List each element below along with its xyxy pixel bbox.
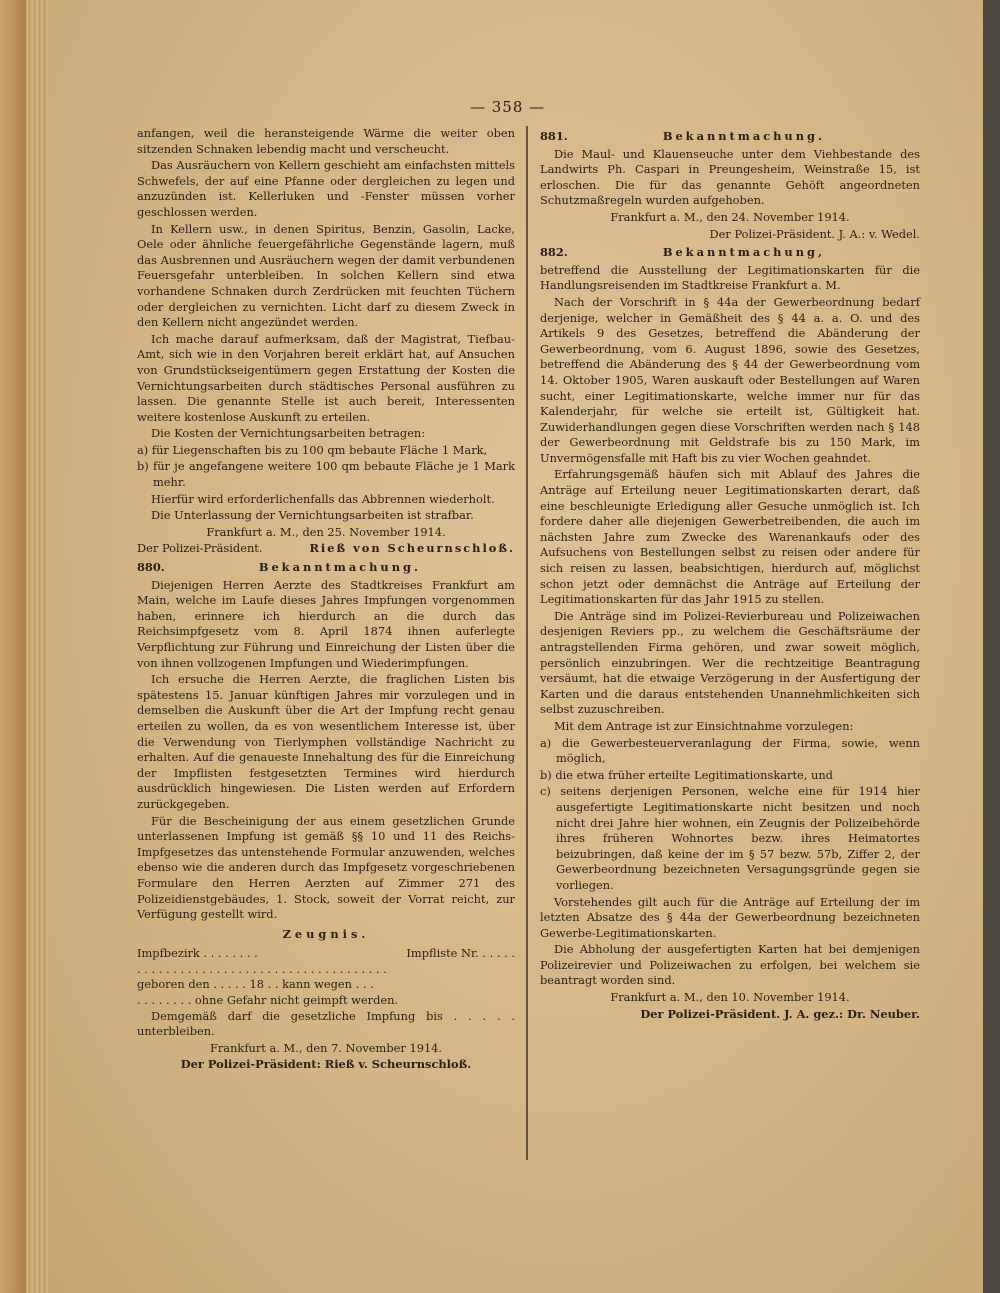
paragraph: Demgemäß darf die gesetzliche Impfung bis . . . . . unterbleiben. [137, 1008, 515, 1039]
paragraph: Nach der Vorschrift in § 44a der Gewerbeordnung bedarf derjenige, welcher in Gemäßheit des § 44 a. a. O. und des Artikels 9 des Gesetzes, betreffend die Abänderung der Gewerbeordnung, vom 6. August 1896, sowie des Gesetzes, betreffend die Abänderung des § 44 der Gewerbeordnung vom 14. Oktober 1905, Waren auskauft oder Bestellungen auf Waren sucht, einer Legitimationskarte, welche immer nur für das Kalenderjahr, für welche sie erteilt ist, Gültigkeit hat. Zuwiderhandlungen gegen diese Vorschriften werden nach § 148 der Gewerbeordnung mit Geldstrafe bis zu 150 Mark, im Unvermögensfalle mit Haft bis zu vier Wochen geahndet. [540, 294, 920, 465]
paragraph: Das Ausräuchern von Kellern geschieht am einfachsten mittels Schwefels, der auf eine Pfanne oder dergleichen zu legen und anzuzünden ist. Kellerluken und -Fenster müssen vorher geschlossen werden. [137, 158, 515, 219]
date-line: Frankfurt a. M., den 25. November 1914. [206, 524, 446, 539]
signature-line: Der Polizei-Präsident. J. A.: v. Wedel. [709, 226, 920, 241]
paragraph: Ich ersuche die Herren Aerzte, die fraglichen Listen bis spätestens 15. Januar künftigen Jahres mir vorzulegen und in demselben die Auskunft über die Art der Impfung recht genau erteilen zu wollen, da es von wesentlichem Interesse ist, über die Verwendung von Tierlymphen vollständige Nachricht zu erhalten. Auf die genaueste Innehaltung des für die Einreichung der Impflisten festgesetzten Termines wird hierdurch ausdrücklich hingewiesen. Die Listen werden auf Erfordern zurückgegeben. [137, 672, 515, 811]
paragraph: Vorstehendes gilt auch für die Anträge auf Erteilung der im letzten Absatze des § 44a der Gewerbeordnung bezeichneten Gewerbe-Legitimationskarten. [540, 894, 920, 940]
right-column [540, 126, 920, 1023]
section-number: 882. [540, 245, 568, 260]
paragraph: Die Maul- und Klauenseuche unter dem Viehbestande des Landwirts Ph. Caspari in Preungesheim, Weinstraße 15, ist erloschen. Die für das genannte Gehöft angeordneten Schutzmaßregeln wurden aufgehoben. [540, 146, 920, 208]
section-number: 881. [540, 129, 568, 143]
paragraph: Erfahrungsgemäß häufen sich mit Ablauf des Jahres die Anträge auf Erteilung neuer Legitimationskarten derart, daß eine beschleunigte Erledigung aller Gesuche unmöglich ist. Ich fordere daher alle diejenigen Gewerbetreibenden, die auch im nächsten Jahre zum Zwecke des Warenankaufs oder des Aufsuchens von Bestellungen selbst zu reisen oder andere für sich reisen zu lassen, beabsichtigen, hierdurch auf, möglichst schon jetzt oder demnächst die Anträge auf Erteilung der Legitimationskarten für das Jahr 1915 zu stellen. [540, 467, 920, 607]
list-item: b) für je angefangene weitere 100 qm bebaute Fläche je 1 Mark mehr. [137, 459, 515, 490]
paragraph: Ich mache darauf aufmerksam, daß der Magistrat, Tiefbau-Amt, sich wie in den Vorjahren bereit erklärt hat, auf Ansuchen von Grundstückseigentümern gegen Erstattung der Kosten die Vernichtungsarbeiten durch städtisches Personal ausführen zu lassen. Die genannte Stelle ist auch bereit, Interessenten weitere kostenlose Auskunft zu erteilen. [137, 331, 515, 424]
paragraph: Die Kosten der Vernichtungsarbeiten betragen: [151, 426, 426, 441]
paragraph: Die Abholung der ausgefertigten Karten hat bei demjenigen Polizeirevier und Polizeiwachen zu erfolgen, bei welchem sie beantragt worden sind. [540, 942, 920, 988]
signature-title: Der Polizei-Präsident. [137, 541, 263, 556]
signature-line [137, 541, 515, 557]
form-line [137, 977, 515, 993]
paragraph: anfangen, weil die heransteigende Wärme die weiter oben sitzenden Schnaken lebendig macht und verscheucht. [137, 126, 515, 156]
paragraph: Die Anträge sind im Polizei-Revierbureau und Polizeiwachen desjenigen Reviers pp., zu welchem die Geschäftsräume der antragstellenden Firma gehören, und zwar soweit möglich, persönlich einzubringen. Wer die rechtzeitige Beantragung versäumt, hat die etwaige Verzögerung in der Ausfertigung der Karten und die daraus entstehenden Unannehmlichkeiten sich selbst zuzuschreiben. [540, 608, 920, 717]
list-item: a) für Liegenschaften bis zu 100 qm bebaute Fläche 1 Mark, [137, 442, 488, 457]
page-number: — 358 — [470, 98, 546, 116]
paragraph: Für die Bescheinigung der aus einem gesetzlichen Grunde unterlassenen Impfung ist gemäß §§ 10 und 11 des Reichs-Impfgesetzes das untenstehende Formular anzuwenden, welches ebenso wie die anderen durch das Impfgesetz vorgeschriebenen Formulare den Herren Aerzten auf Zimmer 271 des Polizeidienstgebäudes, 1. Stock, soweit der Vorrat reicht, zur Verfügung gestellt wird. [137, 813, 515, 922]
list-item: c) seitens derjenigen Personen, welche eine für 1914 hier ausgefertigte Legitimationskarte nicht besitzen und noch nicht drei Jahre hier wohnen, ein Zeugnis der Polizeibehörde ihres früheren Wohnortes bezw. ihres Heimatortes beizubringen, daß keine der im § 57 bezw. 57b, Ziffer 2, der Gewerbeordnung bezeichneten Versagungsgründe gegen sie vorliegen. [540, 784, 920, 892]
left-column [137, 126, 515, 1074]
date-line: Frankfurt a. M., den 7. November 1914. [209, 1040, 443, 1055]
column-divider [526, 126, 528, 1160]
form-field-label: Impfliste Nr. . . . . . [406, 946, 515, 961]
section-number: 880. [137, 560, 165, 575]
section-header-882 [540, 245, 920, 261]
section-header-880 [137, 560, 515, 576]
subtitle: betreffend die Ausstellung der Legitimationskarten für die Handlungsreisenden im Stadtkreise Frankfurt a. M. [540, 262, 920, 293]
paragraph: Mit dem Antrage ist zur Einsichtnahme vorzulegen: [554, 718, 854, 733]
signature-name: Rieß von Scheurnschloß. [309, 541, 515, 556]
list-item: a) die Gewerbesteuerveranlagung der Firma, sowie, wenn möglich, [540, 735, 920, 766]
form-line [137, 946, 515, 962]
section-header-881 [540, 129, 920, 145]
paragraph: Die Unterlassung der Vernichtungsarbeiten ist strafbar. [151, 508, 474, 523]
signature-line: Der Polizei-Präsident. J. A. gez.: Dr. Neuber. [640, 1006, 920, 1021]
form-field-label: Impfbezirk . . . . . . . . [137, 946, 258, 961]
section-title: Bekanntmachung. [662, 129, 825, 143]
form-title: Zeugnis. [282, 926, 370, 941]
date-line: Frankfurt a. M., den 10. November 1914. [610, 990, 850, 1005]
paragraph: Diejenigen Herren Aerzte des Stadtkreises Frankfurt am Main, welche im Laufe dieses Jahres Impfungen vorgenommen haben, erinnere ich hierdurch an die durch das Reichsimpfgesetz vom 8. April 1874 ihnen auferlegte Verpflichtung zur Führung und Einreichung der Listen über die von ihnen vollzogenen Impfungen und Wiederimpfungen. [137, 577, 515, 670]
form-dots: . . . . . . . . . . . . . . . . . . . . . . . . . . . . . . . . . . . [137, 961, 387, 976]
background-edge [983, 0, 1000, 1293]
form-line [137, 993, 515, 1009]
section-title: Bekanntmachung, [662, 245, 825, 260]
form-field-label: geboren den . . . . . 18 . . kann wegen . . . [137, 977, 374, 992]
list-item: b) die etwa früher erteilte Legitimationskarte, und [540, 767, 833, 782]
paragraph: In Kellern usw., in denen Spiritus, Benzin, Gasolin, Lacke, Oele oder ähnliche feuergefährliche Gegenstände lagern, muß das Ausbrennen und Ausräuchern wegen der damit verbundenen Feuersgefahr unterbleiben. In solchen Kellern sind etwa vorhandene Schnaken durch Zerdrücken mit feuchten Tüchern oder dergleichen zu vernichten. Licht darf zu diesem Zweck in den Kellern nicht angezündet werden. [137, 221, 515, 330]
paragraph: Hierfür wird erforderlichenfalls das Abbrennen wiederholt. [151, 491, 495, 506]
date-line: Frankfurt a. M., den 24. November 1914. [610, 209, 850, 224]
form-field-label: . . . . . . . . ohne Gefahr nicht geimpft werden. [137, 993, 399, 1008]
section-title: Bekanntmachung. [258, 560, 421, 575]
signature-line: Der Polizei-Präsident: Rieß v. Scheurnschloß. [180, 1057, 472, 1072]
form-line [137, 962, 515, 978]
